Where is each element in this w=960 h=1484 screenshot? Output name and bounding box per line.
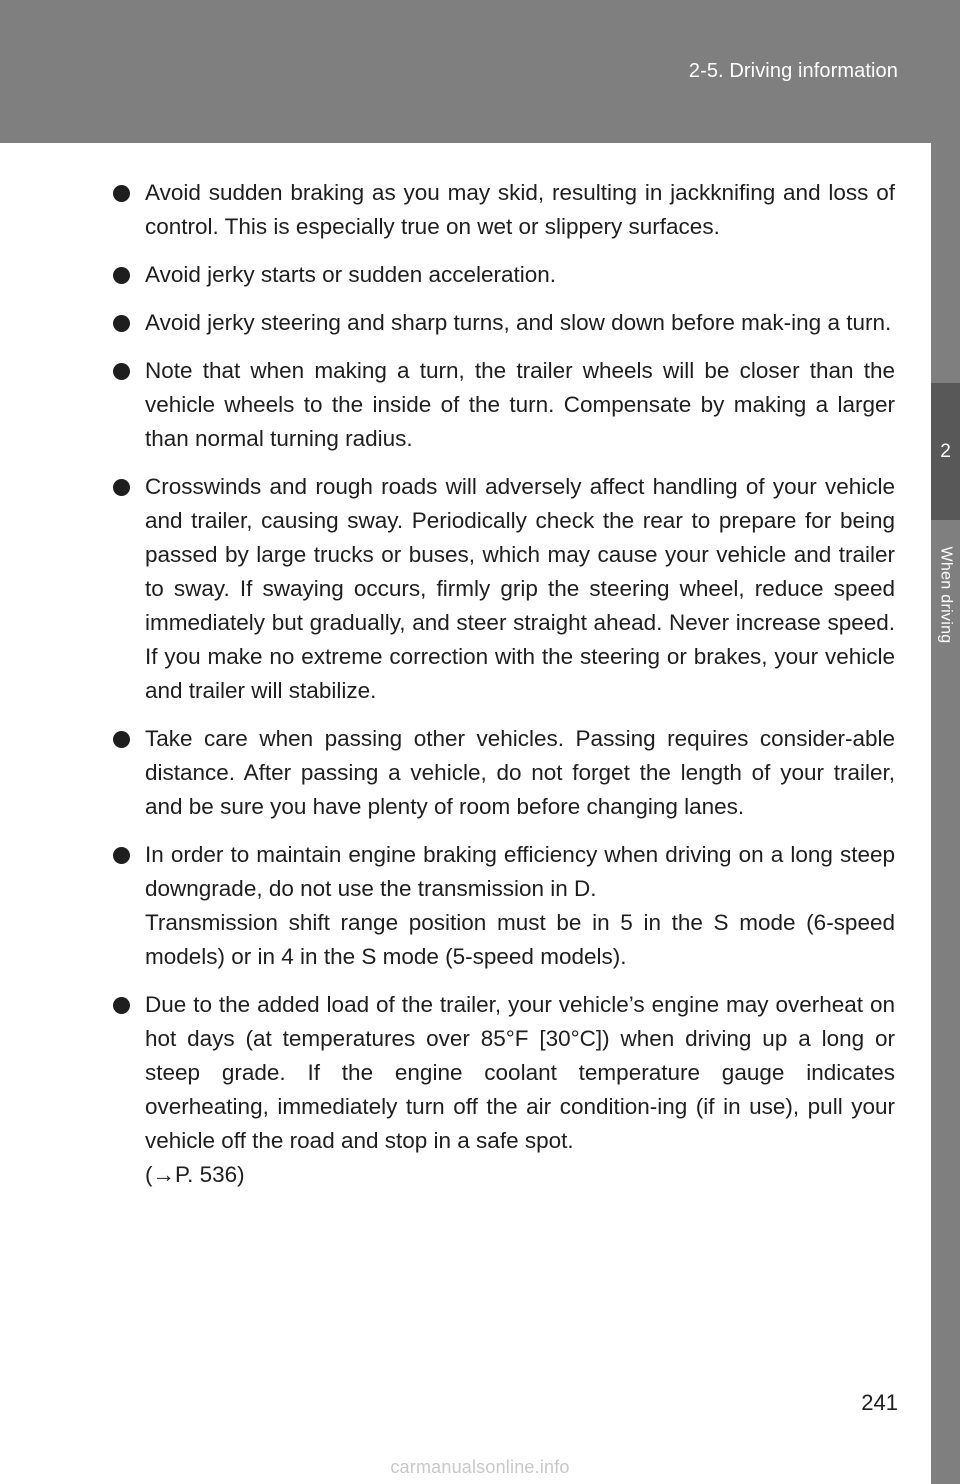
bullet-dot-icon bbox=[113, 731, 130, 748]
bullet-dot-icon bbox=[113, 185, 130, 202]
page-header bbox=[0, 0, 960, 143]
page-reference-link[interactable]: (→P. 536) bbox=[145, 1162, 245, 1187]
bullet-item bbox=[109, 988, 895, 1192]
bullet-dot-icon bbox=[113, 997, 130, 1014]
bullet-text: Avoid jerky steering and sharp turns, and slow down before mak-ing a turn. bbox=[145, 310, 892, 335]
bullet-dot-icon bbox=[113, 847, 130, 864]
page-content bbox=[109, 176, 895, 1206]
bullet-text: Crosswinds and rough roads will adversely affect handling of your vehicle and trailer, causing sway. Periodically check the rear to prepare for being passed by large trucks or buses, which may cause your vehicle and trailer to sway. If swaying occurs, firmly grip the steering wheel, reduce speed immediately but gradually, and steer straight ahead. Never increase speed. If you make no extreme correction with the steering or brakes, your vehicle and trailer will stabilize. bbox=[145, 474, 895, 703]
bullet-text: Note that when making a turn, the trailer wheels will be closer than the vehicle wheels to the inside of the turn. Compensate by making a larger than normal turning radius. bbox=[145, 358, 895, 451]
bullet-item bbox=[109, 354, 895, 456]
section-title: 2-5. Driving information bbox=[688, 60, 898, 82]
bullet-text-continued: Transmission shift range position must be in 5 in the S mode (6-speed models) or in 4 in the S mode (5-speed models). bbox=[145, 910, 895, 969]
bullet-text: Take care when passing other vehicles. Passing requires consider-able distance. After passing a vehicle, do not forget the length of your trailer, and be sure you have plenty of room before changing lanes. bbox=[145, 726, 895, 819]
chapter-number-tab: 2 bbox=[931, 383, 960, 520]
bullet-text: In order to maintain engine braking efficiency when driving on a long steep downgrade, do not use the transmission in D. bbox=[145, 842, 895, 901]
bullet-item bbox=[109, 258, 895, 292]
chapter-label-tab bbox=[931, 520, 960, 670]
bullet-text: Due to the added load of the trailer, your vehicle’s engine may overheat on hot days (at temperatures over 85°F [30°C]) when driving up a long or steep grade. If the engine coolant temperature gauge indicates overheating, immediately turn off the air condition-ing (if in use), pull your vehicle off the road and stop in a safe spot. bbox=[145, 992, 895, 1153]
bullet-text: Avoid sudden braking as you may skid, resulting in jackknifing and loss of control. This is especially true on wet or slippery surfaces. bbox=[145, 180, 895, 239]
bullet-item bbox=[109, 176, 895, 244]
bullet-dot-icon bbox=[113, 479, 130, 496]
bullet-text: Avoid jerky starts or sudden acceleration. bbox=[145, 262, 557, 287]
bullet-item bbox=[109, 838, 895, 974]
bullet-item bbox=[109, 722, 895, 824]
bullet-dot-icon bbox=[113, 363, 130, 380]
bullet-dot-icon bbox=[113, 315, 130, 332]
page-number: 241 bbox=[861, 1390, 898, 1415]
bullet-dot-icon bbox=[113, 267, 130, 284]
bullet-item bbox=[109, 306, 895, 340]
chapter-label: When driving bbox=[937, 546, 955, 644]
bullet-item bbox=[109, 470, 895, 708]
watermark: carmanualsonline.info bbox=[390, 1457, 570, 1477]
